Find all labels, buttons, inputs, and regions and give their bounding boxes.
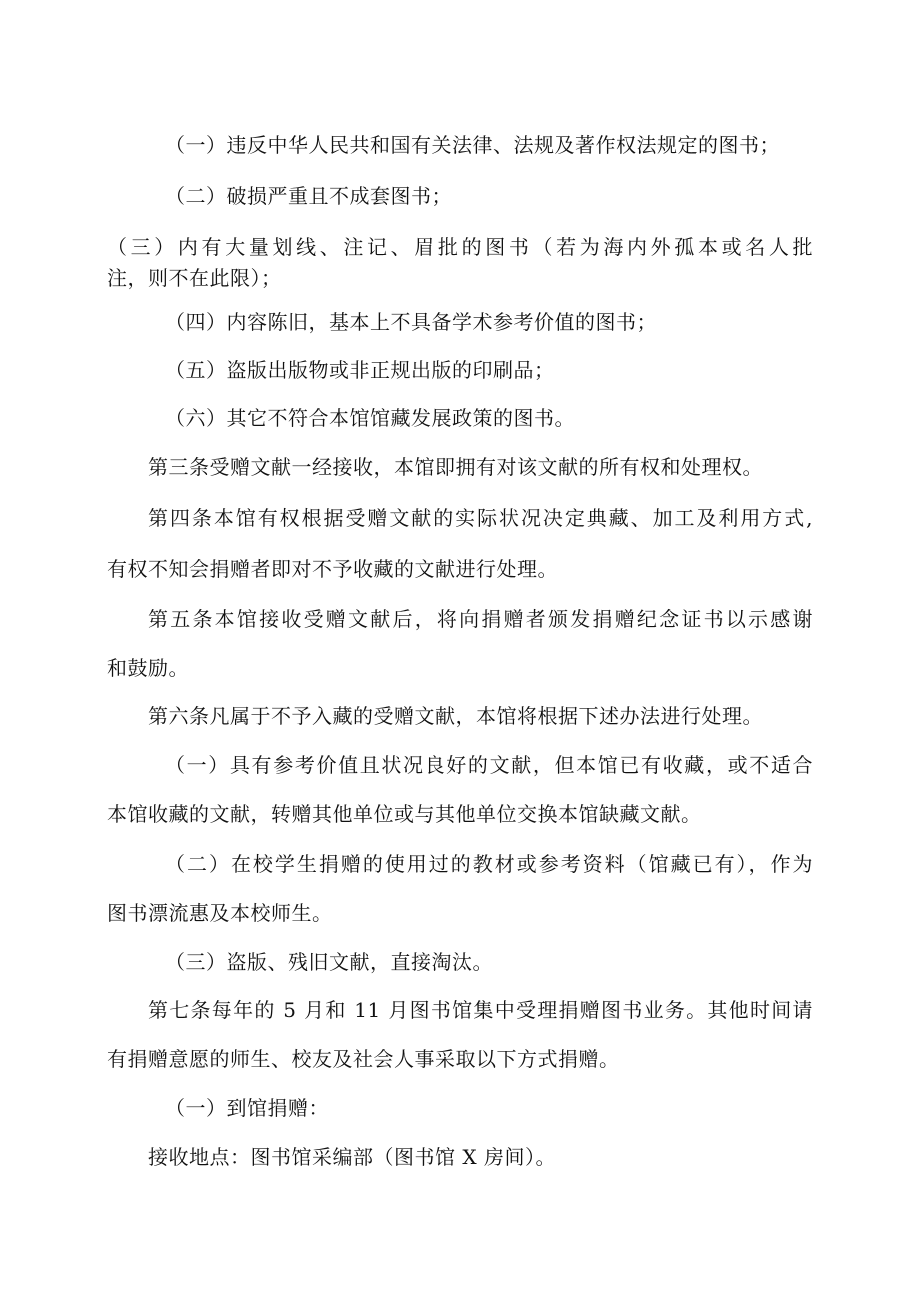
article-3: 第三条受赠文献一经接收，本馆即拥有对该文献的所有权和处理权。 [148, 455, 763, 479]
clause-item-1: （一）违反中华人民共和国有关法律、法规及著作权法规定的图书； [165, 133, 780, 157]
article-7-line-2: 有捐赠意愿的师生、校友及社会人事采取以下方式捐赠。 [107, 1047, 620, 1071]
receiving-location: 接收地点：图书馆采编部（图书馆 X 房间）。 [148, 1145, 556, 1169]
article-7-item-1: （一）到馆捐赠： [165, 1096, 329, 1120]
article-6-item-2-line-2: 图书漂流惠及本校师生。 [107, 901, 333, 925]
clause-item-5: （五）盗版出版物或非正规出版的印刷品； [165, 358, 555, 382]
article-6-item-2-line-1: （二）在校学生捐赠的使用过的教材或参考资料（馆藏已有），作为 [165, 852, 813, 876]
article-5-line-1: 第五条本馆接收受赠文献后，将向捐赠者颁发捐赠纪念证书以示感谢 [148, 607, 813, 631]
clause-item-4: （四）内容陈旧，基本上不具备学术参考价值的图书； [165, 310, 657, 334]
clause-item-3-line-2: 注，则不在此限）； [107, 266, 282, 290]
article-5-line-2: 和鼓励。 [107, 656, 189, 680]
article-7-line-1: 第七条每年的 5 月和 11 月图书馆集中受理捐赠图书业务。其他时间请 [148, 998, 813, 1022]
clause-item-3-line-1: （三）内有大量划线、注记、眉批的图书（若为海内外孤本或名人批 [107, 235, 813, 259]
clause-item-6: （六）其它不符合本馆馆藏发展政策的图书。 [165, 406, 575, 430]
article-6: 第六条凡属于不予入藏的受赠文献，本馆将根据下述办法进行处理。 [148, 704, 763, 728]
article-4-line-2: 有权不知会捐赠者即对不予收藏的文献进行处理。 [107, 557, 558, 581]
article-4-line-1: 第四条本馆有权根据受赠文献的实际状况决定典藏、加工及利用方式, [148, 506, 813, 530]
clause-item-2: （二）破损严重且不成套图书； [165, 184, 452, 208]
article-6-item-3: （三）盗版、残旧文献，直接淘汰。 [165, 950, 493, 974]
article-6-item-1-line-2: 本馆收藏的文献，转赠其他单位或与其他单位交换本馆缺藏文献。 [107, 802, 702, 826]
article-6-item-1-line-1: （一）具有参考价值且状况良好的文献，但本馆已有收藏，或不适合 [165, 753, 813, 777]
